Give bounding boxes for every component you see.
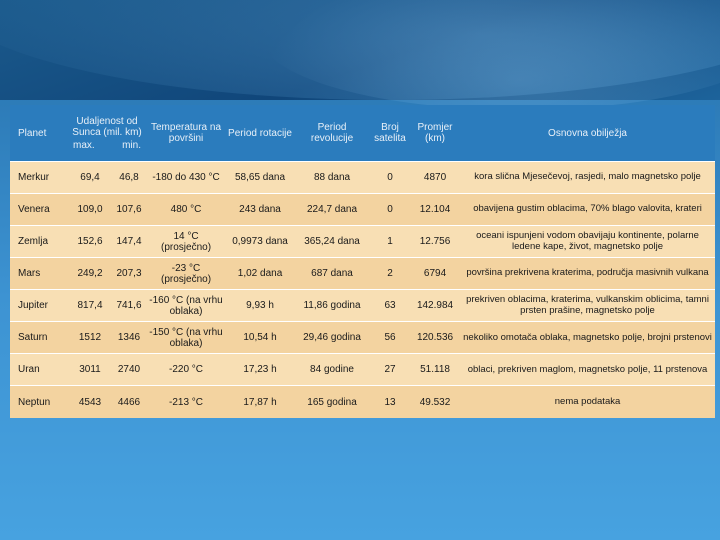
cell-revolution: 11,86 godina bbox=[294, 290, 370, 322]
cell-satellites: 56 bbox=[370, 322, 410, 354]
cell-diameter: 49.532 bbox=[410, 386, 460, 418]
cell-temperature: -213 °C bbox=[146, 386, 226, 418]
table-row bbox=[10, 322, 715, 354]
cell-rotation: 9,93 h bbox=[226, 290, 294, 322]
cell-temperature: -23 °C (prosječno) bbox=[146, 258, 226, 290]
cell-planet: Zemlja bbox=[10, 226, 68, 258]
header-distance-max: max. bbox=[73, 139, 95, 151]
header-distance-min: min. bbox=[122, 139, 141, 151]
cell-distance-max: 109,0 bbox=[68, 194, 112, 226]
cell-distance-min: 1346 bbox=[112, 322, 146, 354]
table-row bbox=[10, 290, 715, 322]
cell-satellites: 0 bbox=[370, 194, 410, 226]
cell-distance-max: 152,6 bbox=[68, 226, 112, 258]
cell-planet: Merkur bbox=[10, 162, 68, 194]
cell-revolution: 84 godine bbox=[294, 354, 370, 386]
table-row bbox=[10, 226, 715, 258]
cell-distance-min: 107,6 bbox=[112, 194, 146, 226]
cell-rotation: 1,02 dana bbox=[226, 258, 294, 290]
cell-rotation: 58,65 dana bbox=[226, 162, 294, 194]
cell-revolution: 165 godina bbox=[294, 386, 370, 418]
cell-planet: Uran bbox=[10, 354, 68, 386]
cell-planet: Saturn bbox=[10, 322, 68, 354]
cell-temperature: 14 °C (prosječno) bbox=[146, 226, 226, 258]
cell-diameter: 142.984 bbox=[410, 290, 460, 322]
cell-revolution: 687 dana bbox=[294, 258, 370, 290]
cell-distance-max: 249,2 bbox=[68, 258, 112, 290]
cell-features: obavijena gustim oblacima, 70% blago valovita, krateri bbox=[460, 194, 715, 226]
cell-planet: Venera bbox=[10, 194, 68, 226]
cell-features: oblaci, prekriven maglom, magnetsko polje, 11 prstenova bbox=[460, 354, 715, 386]
header-distance-label: Udaljenost od Sunca (mil. km) bbox=[72, 115, 142, 138]
cell-satellites: 27 bbox=[370, 354, 410, 386]
cell-satellites: 2 bbox=[370, 258, 410, 290]
cell-distance-max: 69,4 bbox=[68, 162, 112, 194]
cell-revolution: 365,24 dana bbox=[294, 226, 370, 258]
cell-revolution: 224,7 dana bbox=[294, 194, 370, 226]
cell-distance-min: 207,3 bbox=[112, 258, 146, 290]
cell-revolution: 29,46 godina bbox=[294, 322, 370, 354]
cell-planet: Jupiter bbox=[10, 290, 68, 322]
table-row bbox=[10, 194, 715, 226]
cell-rotation: 243 dana bbox=[226, 194, 294, 226]
header-distance bbox=[68, 105, 146, 162]
cell-temperature: -220 °C bbox=[146, 354, 226, 386]
cell-rotation: 0,9973 dana bbox=[226, 226, 294, 258]
cell-rotation: 17,23 h bbox=[226, 354, 294, 386]
header-revolution: Period revolucije bbox=[310, 122, 354, 144]
cell-distance-min: 4466 bbox=[112, 386, 146, 418]
table-row bbox=[10, 162, 715, 194]
cell-diameter: 51.118 bbox=[410, 354, 460, 386]
table-header-row bbox=[10, 105, 715, 162]
header-rotation: Period rotacije bbox=[228, 127, 292, 139]
cell-planet: Neptun bbox=[10, 386, 68, 418]
planet-table-container bbox=[10, 105, 715, 418]
cell-distance-min: 2740 bbox=[112, 354, 146, 386]
table-row bbox=[10, 386, 715, 418]
header-satellites: Broj satelita bbox=[374, 122, 406, 144]
cell-distance-max: 4543 bbox=[68, 386, 112, 418]
cell-planet: Mars bbox=[10, 258, 68, 290]
cell-distance-max: 1512 bbox=[68, 322, 112, 354]
cell-features: oceani ispunjeni vodom obavijaju kontinente, polarne ledene kape, život, magnetsko polje bbox=[460, 226, 715, 258]
cell-diameter: 12.104 bbox=[410, 194, 460, 226]
cell-features: nekoliko omotača oblaka, magnetsko polje, brojni prstenovi bbox=[460, 322, 715, 354]
cell-temperature: -150 °C (na vrhu oblaka) bbox=[146, 322, 226, 354]
cell-diameter: 12.756 bbox=[410, 226, 460, 258]
cell-temperature: -180 do 430 °C bbox=[146, 162, 226, 194]
cell-diameter: 6794 bbox=[410, 258, 460, 290]
header-features: Osnovna obilježja bbox=[548, 127, 627, 139]
cell-satellites: 1 bbox=[370, 226, 410, 258]
cell-features: nema podataka bbox=[460, 386, 715, 418]
cell-rotation: 17,87 h bbox=[226, 386, 294, 418]
cell-features: kora slična Mjesečevoj, rasjedi, malo magnetsko polje bbox=[460, 162, 715, 194]
cell-distance-min: 741,6 bbox=[112, 290, 146, 322]
cell-rotation: 10,54 h bbox=[226, 322, 294, 354]
header-diameter: Promjer (km) bbox=[417, 122, 453, 144]
table-row bbox=[10, 258, 715, 290]
cell-satellites: 0 bbox=[370, 162, 410, 194]
cell-distance-min: 46,8 bbox=[112, 162, 146, 194]
cell-satellites: 63 bbox=[370, 290, 410, 322]
cell-features: prekriven oblacima, kraterima, vulkanskim oblicima, tamni prsten prašine, magnetsko polje bbox=[460, 290, 715, 322]
cell-diameter: 4870 bbox=[410, 162, 460, 194]
planet-data-table bbox=[10, 105, 715, 418]
header-planet: Planet bbox=[18, 127, 47, 139]
cell-revolution: 88 dana bbox=[294, 162, 370, 194]
cell-features: površina prekrivena kraterima, područja masivnih vulkana bbox=[460, 258, 715, 290]
table-row bbox=[10, 354, 715, 386]
cell-distance-min: 147,4 bbox=[112, 226, 146, 258]
cell-distance-max: 817,4 bbox=[68, 290, 112, 322]
cell-temperature: -160 °C (na vrhu oblaka) bbox=[146, 290, 226, 322]
header-temperature: Temperatura na površini bbox=[150, 122, 222, 144]
cell-diameter: 120.536 bbox=[410, 322, 460, 354]
cell-satellites: 13 bbox=[370, 386, 410, 418]
cell-temperature: 480 °C bbox=[146, 194, 226, 226]
cell-distance-max: 3011 bbox=[68, 354, 112, 386]
